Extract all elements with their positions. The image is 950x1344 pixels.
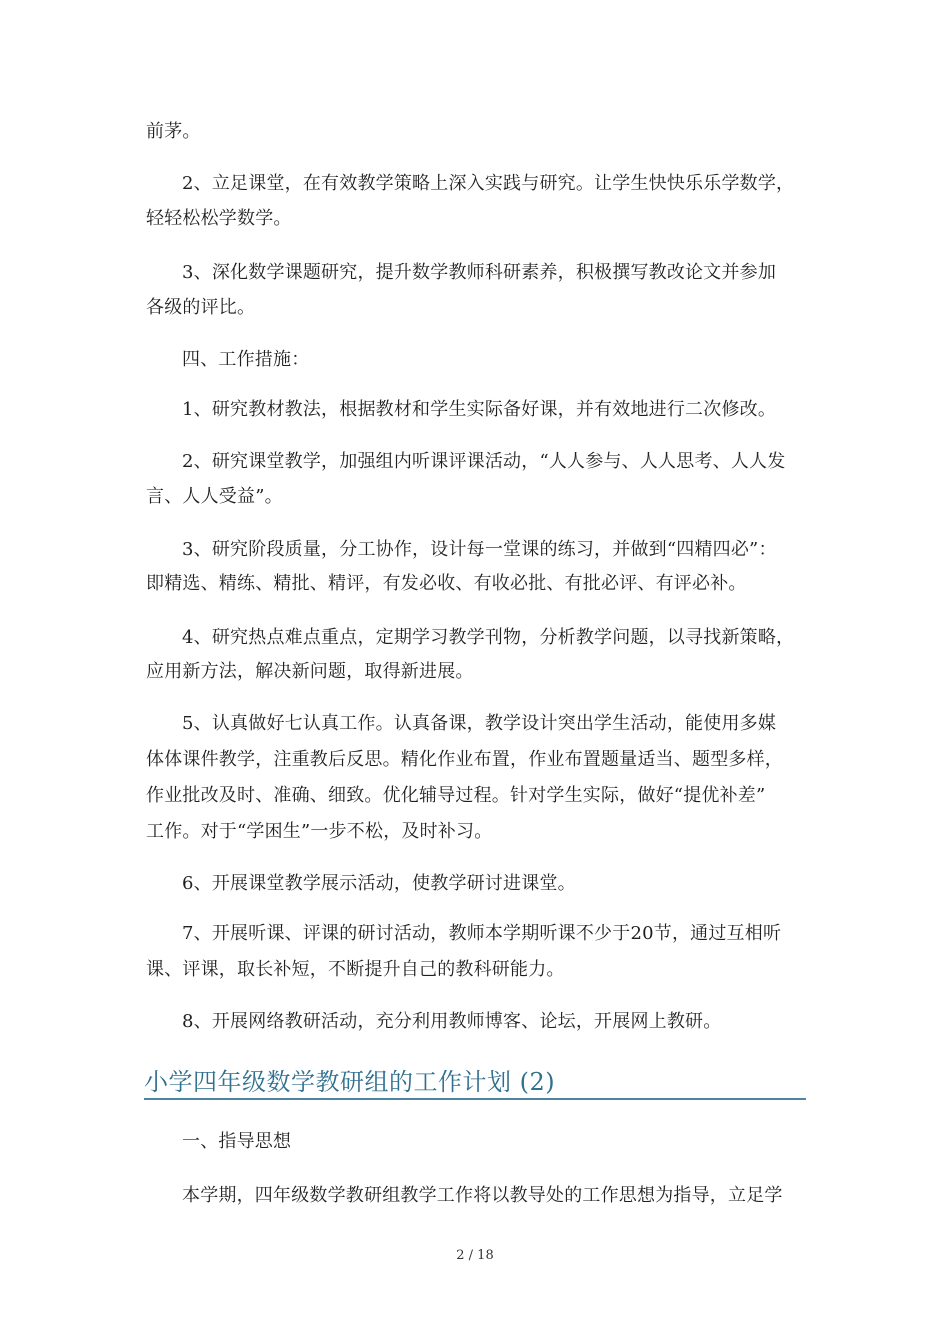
goal-2-line: 2、立足课堂，在有效教学策略上深入实践与研究。让学生快快乐乐学数学， (182, 173, 795, 194)
measure-8-line: 8、开展网络教研活动，充分利用教师博客、论坛，开展网上教研。 (182, 1011, 722, 1032)
guiding-thought-title: 一、指导思想 (182, 1131, 292, 1152)
measure-5-line: 5、认真做好七认真工作。认真备课，教学设计突出学生活动，能使用多媒 (182, 713, 777, 734)
heading-underline (144, 1098, 806, 1100)
measure-7-line-continued: 课、评课，取长补短，不断提升自己的教科研能力。 (146, 959, 565, 980)
measure-5-line-2: 体体课件教学，注重教后反思。精化作业布置，作业布置题量适当、题型多样， (146, 749, 783, 770)
measure-3-line-continued: 即精选、精练、精批、精评，有发必收、有收必批、有批必评、有评必补。 (146, 573, 747, 594)
measure-4-line-continued: 应用新方法，解决新问题，取得新进展。 (146, 661, 474, 682)
paragraph-line: 前茅。 (146, 121, 201, 142)
goal-3-line-continued: 各级的评比。 (146, 297, 256, 318)
measure-7-line: 7、开展听课、评课的研讨活动，教师本学期听课不少于20节，通过互相听 (182, 923, 782, 944)
page-number: 2 / 18 (456, 1248, 494, 1263)
goal-3-line: 3、深化数学课题研究，提升数学教师科研素养，积极撰写教改论文并参加 (182, 262, 777, 283)
section-four-title: 四、工作措施： (182, 349, 310, 370)
goal-2-line-continued: 轻轻松松学数学。 (146, 208, 292, 229)
measure-5-line-3: 作业批改及时、准确、细致。优化辅导过程。针对学生实际，做好“提优补差” (146, 785, 766, 806)
measure-6-line: 6、开展课堂教学展示活动，使教学研讨进课堂。 (182, 873, 576, 894)
measure-4-line: 4、研究热点难点重点，定期学习教学刊物，分析教学问题，以寻找新策略， (182, 627, 795, 648)
section-heading: 小学四年级数学教研组的工作计划 (2) (144, 1068, 556, 1096)
measure-1-line: 1、研究教材教法，根据教材和学生实际备好课，并有效地进行二次修改。 (182, 399, 777, 420)
measure-3-line: 3、研究阶段质量，分工协作，设计每一堂课的练习，并做到“四精四必”： (182, 539, 777, 560)
measure-2-line-continued: 言、人人受益”。 (146, 486, 283, 507)
measure-5-line-4: 工作。对于“学困生”一步不松，及时补习。 (146, 821, 493, 842)
measure-2-line: 2、研究课堂教学，加强组内听课评课活动，“人人参与、人人思考、人人发 (182, 451, 786, 472)
guiding-thought-line: 本学期，四年级数学教研组教学工作将以教导处的工作思想为指导，立足学 (182, 1185, 783, 1206)
